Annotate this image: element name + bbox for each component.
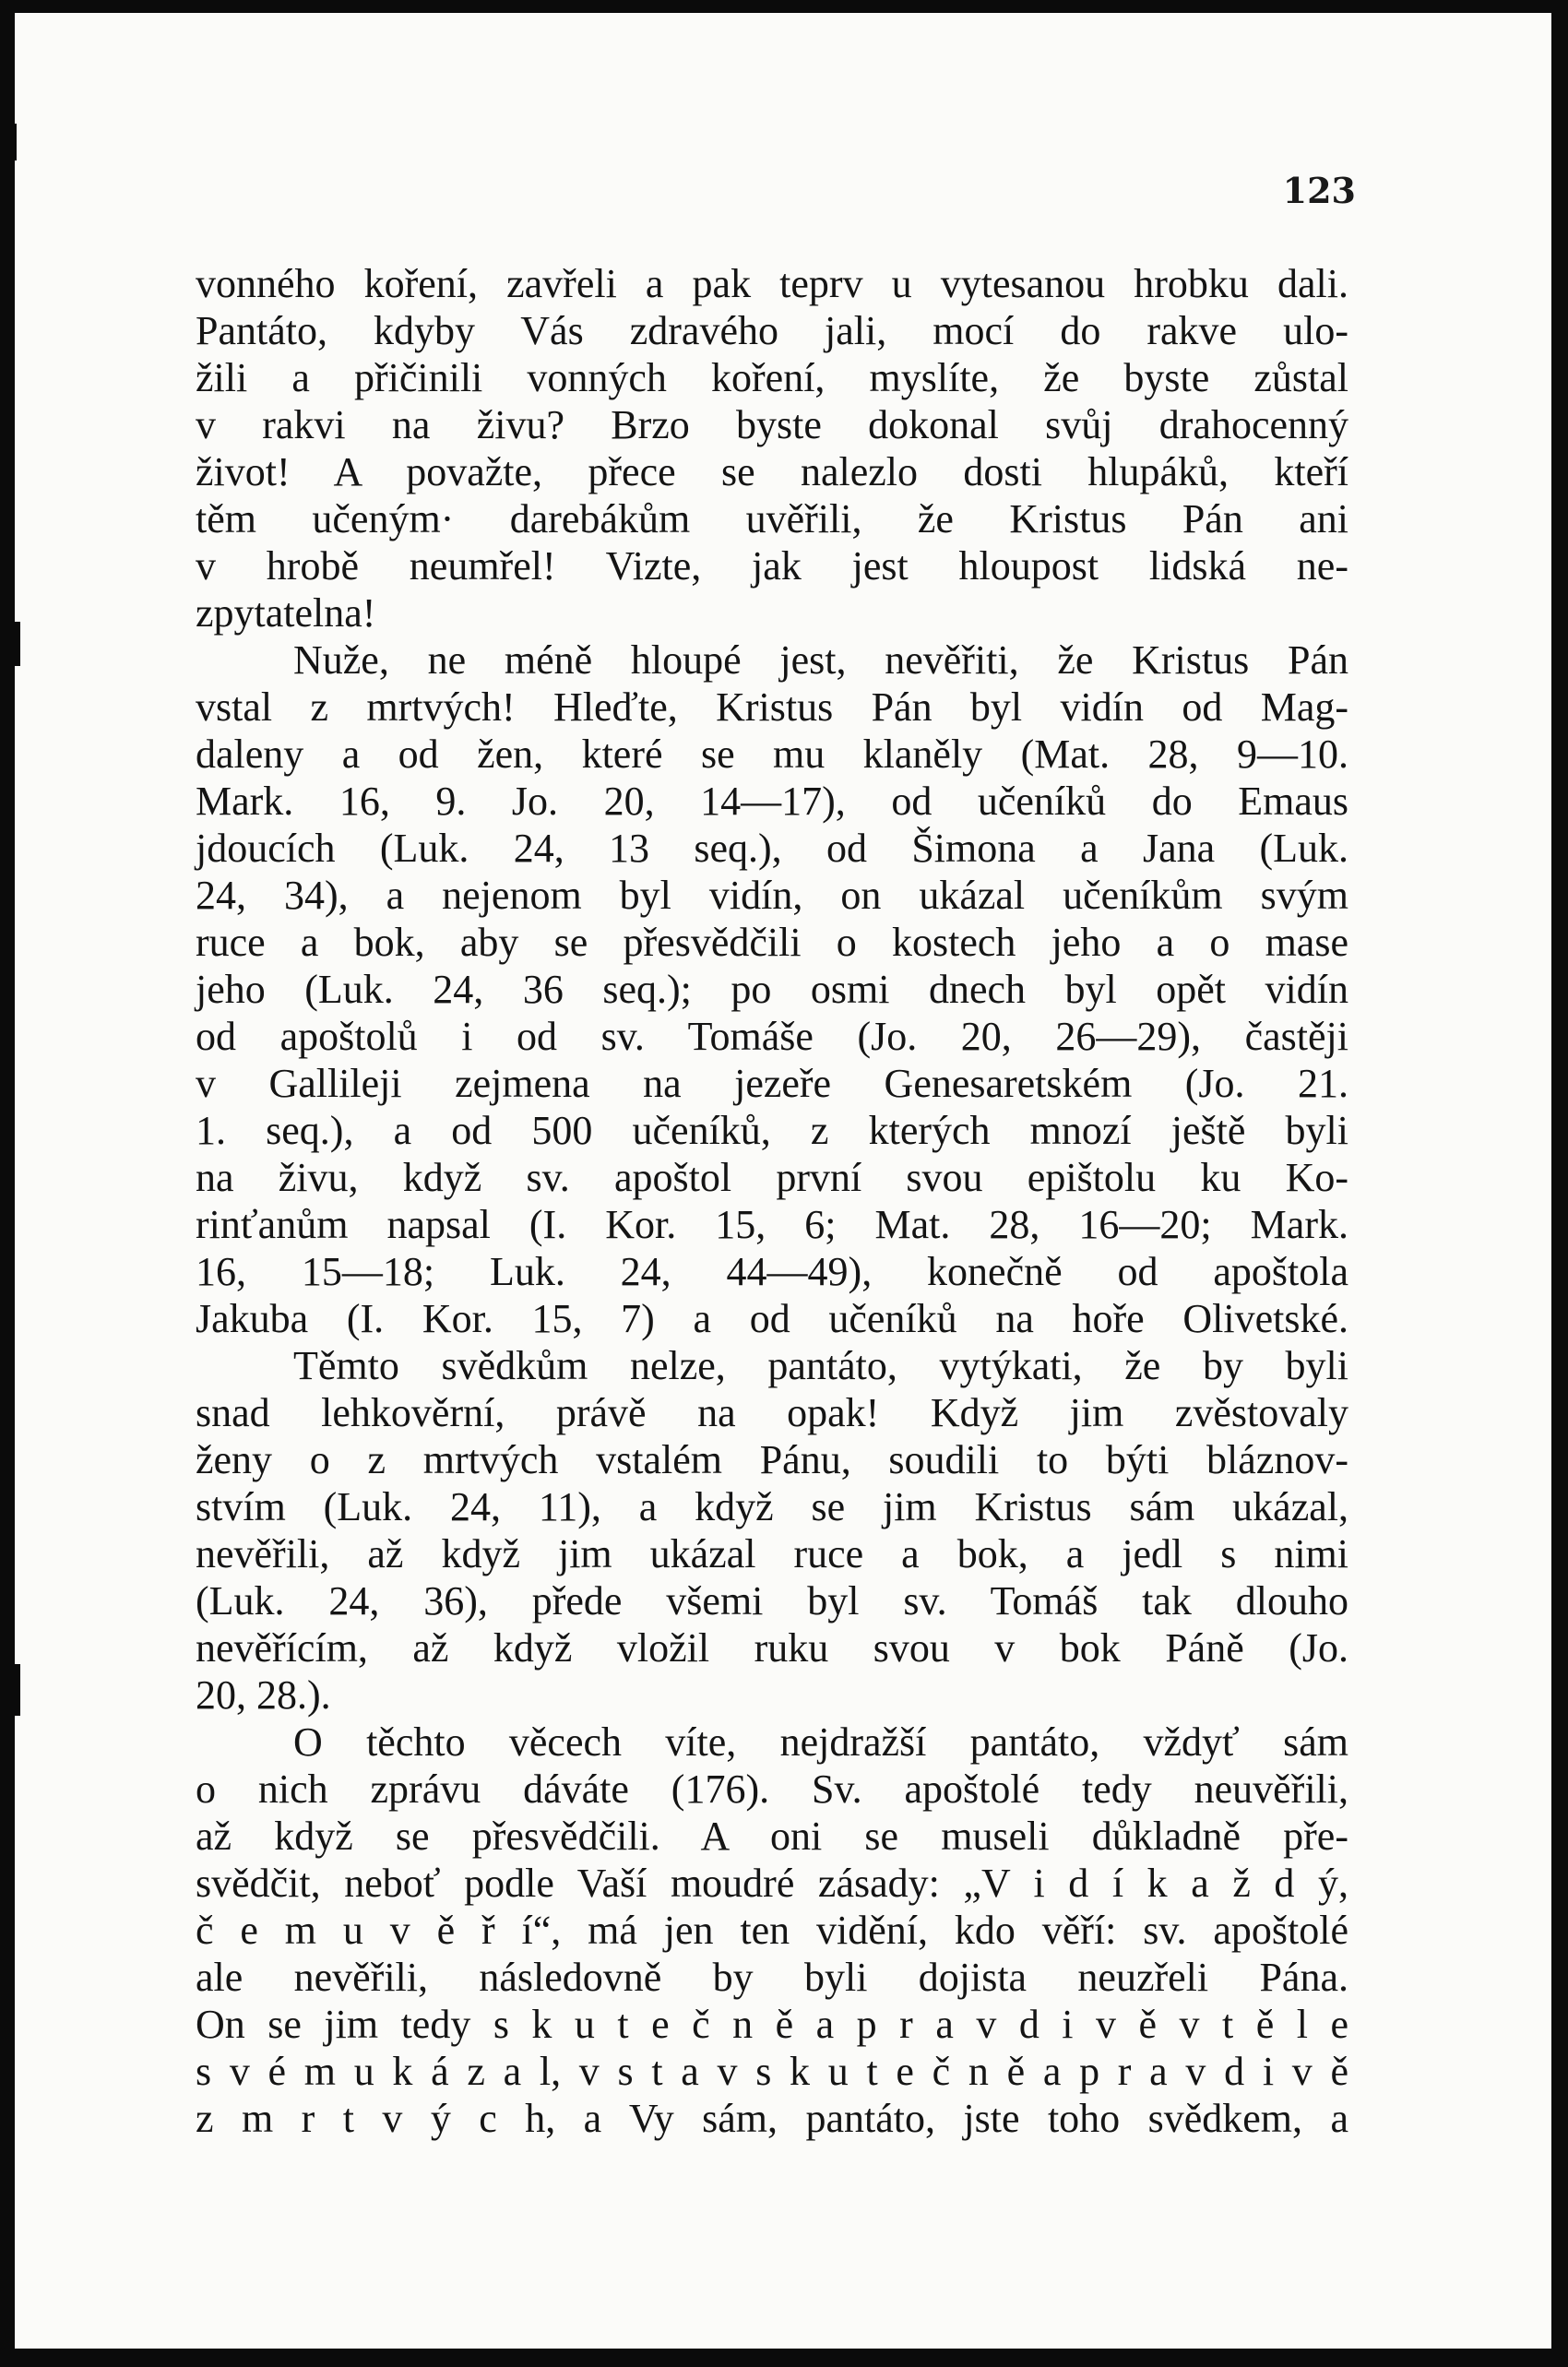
text-line: 1. seq.), a od 500 učeníků, z kterých mnozí ještě byli <box>196 1108 1348 1153</box>
text-line: až když se přesvědčili. A oni se museli důkladně pře- <box>196 1814 1348 1859</box>
text-line: zpytatelna! <box>196 590 376 636</box>
paragraph-start-line: Těmto svědkům nelze, pantáto, vytýkati, že by byli <box>293 1343 1348 1388</box>
text-line: stvím (Luk. 24, 11), a když se jim Kristus sám ukázal, <box>196 1484 1348 1529</box>
text-line: vonného koření, zavřeli a pak teprv u vytesanou hrobku dali. <box>196 261 1348 306</box>
text-line: Pantáto, kdyby Vás zdravého jali, mocí do rakve ulo- <box>196 308 1348 353</box>
text-line: daleny a od žen, které se mu klaněly (Mat. 28, 9—10. <box>196 732 1348 777</box>
text-line: z m r t v ý c h, a Vy sám, pantáto, jste toho svědkem, a <box>196 2096 1348 2141</box>
text-line: nevěřícím, až když vložil ruku svou v bok Páně (Jo. <box>196 1625 1348 1671</box>
text-line: On se jim tedy s k u t e č n ě a p r a v d i v ě v t ě l e <box>196 2002 1348 2047</box>
text-line: v Gallileji zejmena na jezeře Genesaretském (Jo. 21. <box>196 1061 1348 1106</box>
text-line: Mark. 16, 9. Jo. 20, 14—17), od učeníků do Emaus <box>196 779 1348 824</box>
text-line: 24, 34), a nejenom byl vidín, on ukázal učeníkům svým <box>196 873 1348 918</box>
text-line: v rakvi na živu? Brzo byste dokonal svůj drahocenný <box>196 402 1348 447</box>
paragraph-start-line: O těchto věcech víte, nejdražší pantáto, vždyť sám <box>293 1719 1348 1765</box>
text-line: ruce a bok, aby se přesvědčili o kostech jeho a o mase <box>196 920 1348 965</box>
text-line: na živu, když sv. apoštol první svou epištolu ku Ko- <box>196 1155 1348 1200</box>
text-line: ženy o z mrtvých vstalém Pánu, soudili to býti bláznov- <box>196 1437 1348 1482</box>
text-line: nevěřili, až když jim ukázal ruce a bok, a jedl s nimi <box>196 1531 1348 1576</box>
text-line: 16, 15—18; Luk. 24, 44—49), konečně od apoštola <box>196 1249 1348 1294</box>
text-line: od apoštolů i od sv. Tomáše (Jo. 20, 26—29), častěji <box>196 1014 1348 1059</box>
text-line: s v é m u k á z a l, v s t a v s k u t e č n ě a p r a v d i v ě <box>196 2049 1348 2094</box>
text-line: život! A považte, přece se nalezlo dosti hlupáků, kteří <box>196 449 1348 494</box>
text-line: jeho (Luk. 24, 36 seq.); po osmi dnech byl opět vidín <box>196 967 1348 1012</box>
text-line: (Luk. 24, 36), přede všemi byl sv. Tomáš tak dlouho <box>196 1578 1348 1624</box>
binding-edge-mark <box>7 622 20 666</box>
text-line: č e m u v ě ř í“, má jen ten vidění, kdo věří: sv. apoštolé <box>196 1908 1348 1953</box>
text-line: Jakuba (I. Kor. 15, 7) a od učeníků na hoře Olivetské. <box>196 1296 1348 1341</box>
text-line: vstal z mrtvých! Hleďte, Kristus Pán byl vidín od Mag- <box>196 684 1348 730</box>
paragraph-start-line: Nuže, ne méně hloupé jest, nevěřiti, že Kristus Pán <box>293 637 1348 683</box>
text-line: jdoucích (Luk. 24, 13 seq.), od Šimona a Jana (Luk. <box>196 826 1348 871</box>
text-line: rinťanům napsal (I. Kor. 15, 6; Mat. 28, 16—20; Mark. <box>196 1202 1348 1247</box>
text-line: svědčit, neboť podle Vaší moudré zásady: „V i d í k a ž d ý, <box>196 1861 1348 1906</box>
text-line: snad lehkověrní, právě na opak! Když jim zvěstovaly <box>196 1390 1348 1435</box>
binding-edge-mark <box>9 124 17 161</box>
body-text <box>196 260 1348 2142</box>
page-number: 123 <box>1282 170 1356 211</box>
text-line: žili a přičinili vonných koření, myslíte, že byste zůstal <box>196 355 1348 400</box>
text-line: 20, 28.). <box>196 1672 331 1718</box>
text-line: o nich zprávu dáváte (176). Sv. apoštolé tedy neuvěřili, <box>196 1766 1348 1812</box>
text-line: v hrobě neumřel! Vizte, jak jest hloupost lidská ne- <box>196 543 1348 589</box>
binding-edge-mark <box>7 1664 20 1716</box>
text-line: ale nevěřili, následovně by byli dojista neuzřeli Pána. <box>196 1955 1348 2000</box>
text-line: těm učeným· darebákům uvěřili, že Kristus Pán ani <box>196 496 1348 541</box>
